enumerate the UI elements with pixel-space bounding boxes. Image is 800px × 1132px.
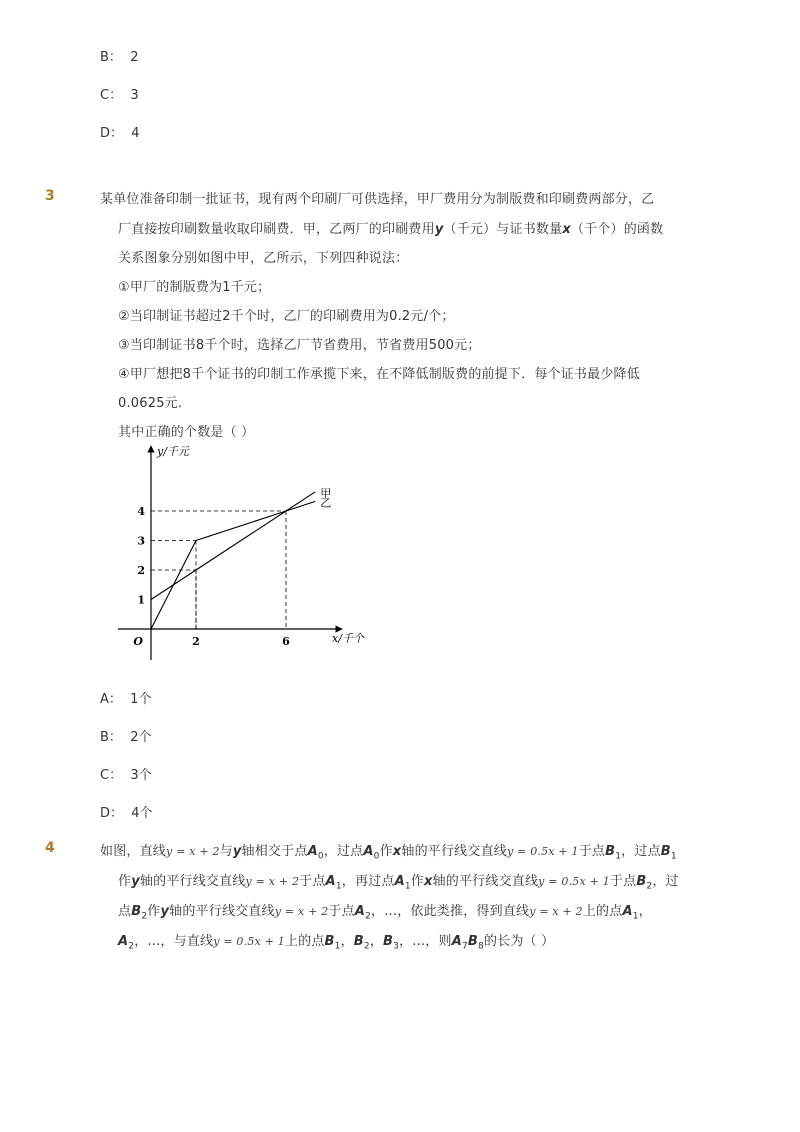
y-tick-4: 4 bbox=[137, 505, 145, 518]
q3-option-d[interactable]: D： 4个 bbox=[100, 806, 153, 821]
q3-line-3: 关系图象分别如图中甲，乙所示，下列四种说法： bbox=[118, 251, 409, 266]
option-letter: A bbox=[100, 692, 109, 707]
series-label-0: 甲 bbox=[320, 486, 332, 500]
y-tick-3: 3 bbox=[137, 534, 145, 548]
y-tick-1: 1 bbox=[137, 593, 145, 607]
q4-line-1: 如图，直线y = x + 2与y轴相交于点$A_0$，过点$A_0$作x轴的平行线交直线y = 0.5x + 1于点$B_1$，过点$B_1$ bbox=[100, 844, 677, 862]
x-tick-6: 6 bbox=[282, 635, 290, 648]
q3-chart bbox=[110, 440, 370, 665]
series-line-1 bbox=[151, 501, 315, 629]
option-text: 2个 bbox=[130, 730, 152, 745]
option-text: 2 bbox=[130, 50, 139, 65]
option-letter: C bbox=[100, 768, 110, 783]
prev-option-b[interactable]: B： 2 bbox=[100, 50, 139, 65]
option-letter: D bbox=[100, 806, 111, 821]
q3-option-a[interactable]: A： 1个 bbox=[100, 692, 152, 707]
q3-line-2: 厂直接按印刷数量收取印刷费．甲，乙两厂的印刷费用y（千元）与证书数量x（千个）的函数 bbox=[118, 222, 664, 237]
option-text: 3 bbox=[130, 88, 139, 103]
q3-statement-2: ②当印制证书超过2千个时，乙厂的印刷费用为0.2元/个； bbox=[118, 309, 455, 324]
option-text: 1个 bbox=[130, 692, 152, 707]
option-text: 4个 bbox=[131, 806, 153, 821]
q3-line-1: 某单位准备印制一批证书，现有两个印刷厂可供选择，甲厂费用分为制版费和印刷费两部分，乙 bbox=[100, 192, 655, 207]
x-tick-2: 2 bbox=[192, 635, 200, 648]
question-4-number: 4 bbox=[45, 840, 55, 856]
q3-option-b[interactable]: B： 2个 bbox=[100, 730, 152, 745]
q4-line-3: 点$B_2$作y轴的平行线交直线y = x + 2于点$A_2$，...，依此类推，得到直线y = x + 2上的点$A_1$， bbox=[118, 904, 652, 922]
q3-statement-3: ③当印制证书8千个时，选择乙厂节省费用，节省费用500元； bbox=[118, 338, 481, 353]
origin-label: O bbox=[133, 635, 143, 648]
option-text: 4 bbox=[131, 126, 140, 141]
q3-statement-4-cont: 0.0625元． bbox=[118, 396, 192, 411]
option-letter: B bbox=[100, 50, 109, 65]
q4-line-2: 作y轴的平行线交直线y = x + 2于点$A_1$，再过点$A_1$作x轴的平行线交直线y = 0.5x + 1于点$B_2$，过 bbox=[118, 874, 679, 892]
option-letter: C bbox=[100, 88, 110, 103]
series-line-0 bbox=[151, 492, 315, 600]
option-letter: B bbox=[100, 730, 109, 745]
y-axis-label: y/千元 bbox=[157, 445, 189, 458]
option-text: 3个 bbox=[130, 768, 152, 783]
q4-line-4: $A_2$，...，与直线y = 0.5x + 1上的点$B_1$，$B_2$，$B_3$，...，则$A_7B_8$的长为（ ） bbox=[118, 934, 555, 952]
x-axis-label: x/千个 bbox=[332, 632, 364, 645]
var-y: y bbox=[434, 222, 444, 237]
y-tick-2: 2 bbox=[137, 564, 145, 577]
q3-option-c[interactable]: C： 3个 bbox=[100, 768, 152, 783]
q3-statement-4: ④甲厂想把8千个证书的印制工作承揽下来，在不降低制版费的前提下．每个证书最少降低 bbox=[118, 367, 640, 382]
var-x: x bbox=[562, 222, 571, 237]
q3-question: 其中正确的个数是（ ） bbox=[118, 425, 255, 440]
q3-statement-1: ①甲厂的制版费为1千元； bbox=[118, 280, 271, 295]
prev-option-d[interactable]: D： 4 bbox=[100, 126, 140, 141]
prev-option-c[interactable]: C： 3 bbox=[100, 88, 139, 103]
question-3-number: 3 bbox=[45, 188, 55, 204]
series-label-1: 乙 bbox=[320, 496, 332, 510]
option-letter: D bbox=[100, 126, 111, 141]
